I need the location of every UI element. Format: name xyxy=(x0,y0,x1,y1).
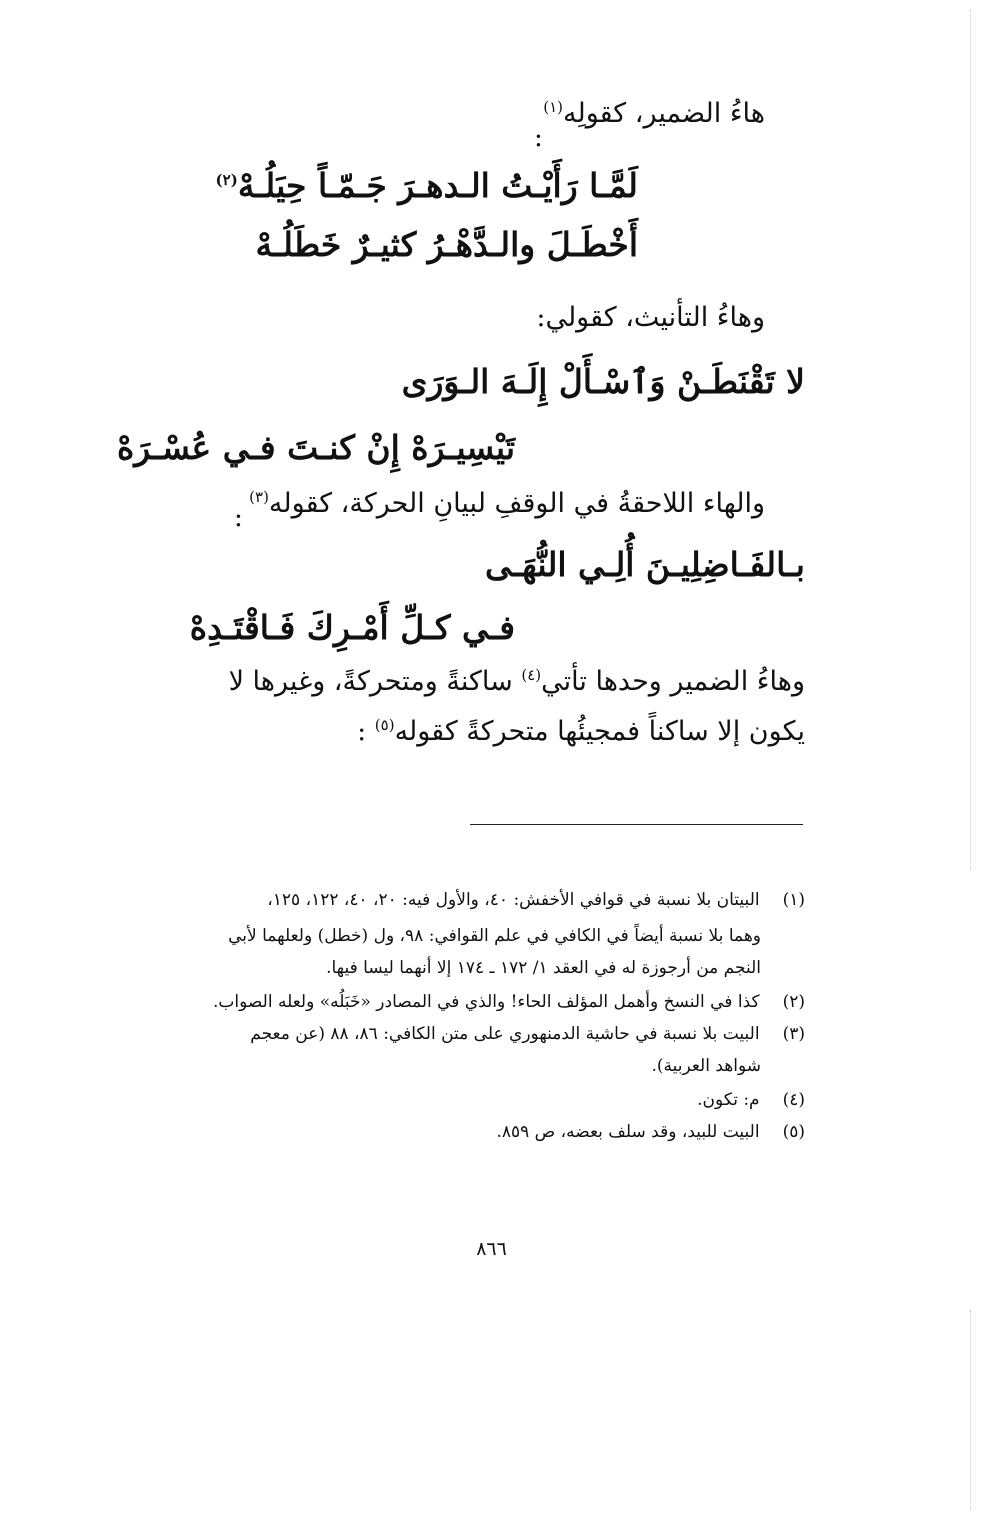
footnote-ref: (٤) xyxy=(521,666,542,684)
colon: : xyxy=(357,716,367,747)
scan-edge-line xyxy=(970,10,971,870)
footnote-text: وهما بلا نسبة أيضاً في الكافي في علم القوافي: ٩٨، ول (خطل) ولعلهما لأبي xyxy=(228,926,761,946)
footnote-ref: (١) xyxy=(543,98,563,116)
colon: : xyxy=(533,122,543,153)
body-text: وهاءُ الضمير وحدها تأتي xyxy=(541,666,805,697)
footnote-text: البيت بلا نسبة في حاشية الدمنهوري على متن الكافي: ٨٦، ٨٨ (عن معجم xyxy=(250,1024,760,1044)
verse-1-hemistich-a xyxy=(216,166,638,205)
body-text: هاءُ الضمير، كقولِه xyxy=(563,98,765,129)
footnote-1-line-3 xyxy=(326,958,761,978)
body-line-5 xyxy=(357,716,805,747)
body-line-3 xyxy=(249,488,765,519)
body-line-4 xyxy=(229,666,805,697)
body-text: وهاءُ التأنيث، كقولي: xyxy=(536,302,765,333)
verse-text: لا تَقْنَطَـنْ وَٱسْـأَلْ إِلَـهَ الـوَرَى xyxy=(401,362,805,401)
footnote-4 xyxy=(697,1090,805,1110)
verse-2-hemistich-b xyxy=(117,428,515,467)
footnote-text: م: تكون. xyxy=(697,1090,760,1110)
verse-2-hemistich-a xyxy=(402,362,805,401)
footnote-ref: (٣) xyxy=(249,488,269,506)
footnote-separator xyxy=(470,824,803,825)
verse-text: بـالفَـاضِلِيـنَ أُلِـي النُّهَـى xyxy=(484,545,805,584)
footnote-text: شواهد العربية). xyxy=(651,1056,761,1076)
verse-3-hemistich-b xyxy=(190,608,515,647)
footnote-ref: (٥) xyxy=(374,716,395,734)
body-line-1 xyxy=(543,98,765,129)
footnote-number: (٤) xyxy=(782,1090,805,1110)
footnote-2 xyxy=(213,992,805,1012)
verse-text: لَمَّـا رَأَيْـتُ الـدهـرَ جَـمّـاً حِيَلُـهْ xyxy=(237,166,638,205)
body-line-2 xyxy=(536,302,765,333)
body-text: ساكنةً ومتحركةً، وغيرها لا xyxy=(228,666,513,697)
footnote-text: كذا في النسخ وأهمل المؤلف الحاء! والذي في المصادر «خَبَلُه» ولعله الصواب. xyxy=(213,992,760,1012)
footnote-1-line-2 xyxy=(228,926,761,946)
footnote-ref: (٢) xyxy=(215,171,238,189)
footnote-number: (٢) xyxy=(782,992,805,1012)
verse-text: تَيْسِيـرَهْ إِنْ كنـتَ فـي عُسْـرَهْ xyxy=(116,428,515,467)
footnote-3 xyxy=(250,1024,805,1044)
colon: : xyxy=(233,502,243,533)
footnote-number: (٥) xyxy=(782,1122,805,1142)
body-line-1-colon xyxy=(534,122,543,153)
footnote-text: البيتان بلا نسبة في قوافي الأخفش: ٤٠، والأول فيه: ٢٠، ٤٠، ١٢٢، ١٢٥، xyxy=(267,890,760,910)
body-text: يكون إلا ساكناً فمجيئُها متحركةً كقوله xyxy=(394,716,805,747)
page-number: ٨٦٦ xyxy=(476,1238,507,1260)
footnote-text: البيت للبيد، وقد سلف بعضه، ص ٨٥٩. xyxy=(496,1122,760,1142)
footnote-5 xyxy=(496,1122,805,1142)
verse-3-hemistich-a xyxy=(485,545,805,584)
scan-edge-line xyxy=(970,1310,971,1510)
body-text: والهاء اللاحقةُ في الوقفِ لبيانِ الحركة، كقوله xyxy=(268,488,765,519)
footnote-number: (١) xyxy=(782,890,805,910)
footnote-text: النجم من أرجوزة له في العقد ١/ ١٧٢ ـ ١٧٤ إلا أنهما ليسا فيها. xyxy=(326,958,761,978)
footnote-3-line-2 xyxy=(651,1056,761,1076)
footnote-number: (٣) xyxy=(782,1024,805,1044)
verse-1-hemistich-b xyxy=(256,225,638,264)
verse-text: فـي كـلِّ أَمْـرِكَ فَـاقْتَـدِهْ xyxy=(189,608,515,647)
footnote-1 xyxy=(267,890,805,910)
body-line-3-colon xyxy=(234,502,243,533)
verse-text: أَخْطَـلَ والـدَّهْـرُ كثيـرٌ خَطَلُـهْ xyxy=(255,225,638,264)
